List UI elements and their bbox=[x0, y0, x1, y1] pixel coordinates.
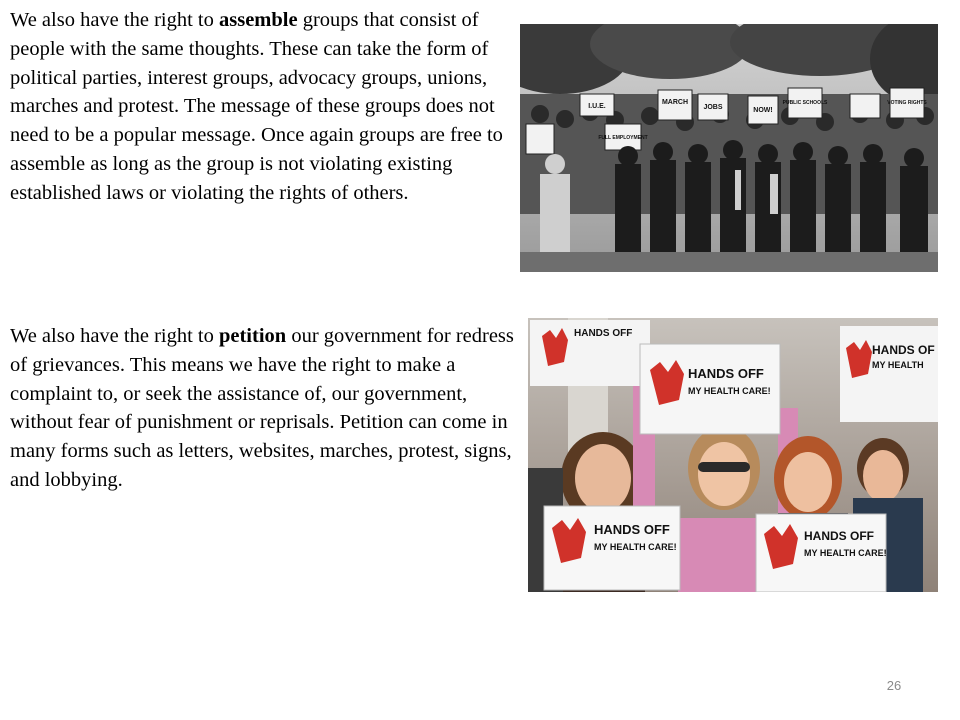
health-care-protest-photo bbox=[528, 318, 938, 592]
sign3-hands-of: HANDS OF bbox=[872, 343, 935, 357]
paragraph-petition-lead: We also have the right to bbox=[10, 325, 219, 347]
keyword-assemble: assemble bbox=[218, 9, 298, 31]
sign-march-text: MARCH bbox=[661, 99, 689, 106]
sign5-hands-off: HANDS OFF bbox=[804, 529, 874, 543]
sign-voting-text: VOTING RIGHTS bbox=[887, 100, 927, 106]
civil-rights-march-photo bbox=[520, 24, 938, 272]
sign-iue-text: I.U.E. bbox=[588, 103, 606, 110]
sign4-hands-off: HANDS OFF bbox=[594, 522, 670, 537]
sign5-health-care: MY HEALTH CARE! bbox=[804, 548, 887, 558]
paragraph-petition-rest: our government for redress of grievances. This means we have the right to make a complaint to, or seek the assistance of, our government, without fear of punishment or reprisals. Petition can come in many forms such as letters, websites, marches, protest, signs, and lobbying. bbox=[10, 325, 514, 491]
sign3-health: MY HEALTH bbox=[872, 360, 924, 370]
sign-schools-text: PUBLIC SCHOOLS bbox=[782, 100, 828, 106]
paragraph-petition bbox=[10, 322, 515, 495]
sign1-hands-off: HANDS OFF bbox=[574, 328, 633, 339]
sign-jobs-text: JOBS bbox=[703, 104, 723, 111]
sign4-health-care: MY HEALTH CARE! bbox=[594, 542, 677, 552]
paragraph-assemble-lead: We also have the right to bbox=[10, 9, 219, 31]
paragraph-assemble bbox=[10, 6, 515, 208]
sign2-hands-off: HANDS OFF bbox=[688, 366, 764, 381]
sign-employment-text: FULL EMPLOYMENT bbox=[598, 135, 648, 141]
paragraph-assemble-rest: groups that consist of people with the same thoughts. These can take the form of political parties, interest groups, advocacy groups, unions, marches and protest. The message of these groups does not need to be a popular message. Once again groups are free to assemble as long as the group is not violating existing established laws or violating the rights of others. bbox=[10, 9, 503, 204]
sign-now-text: NOW! bbox=[753, 107, 773, 114]
page-number: 26 bbox=[886, 678, 902, 693]
keyword-petition: petition bbox=[218, 325, 287, 347]
sign2-health-care: MY HEALTH CARE! bbox=[688, 386, 771, 396]
